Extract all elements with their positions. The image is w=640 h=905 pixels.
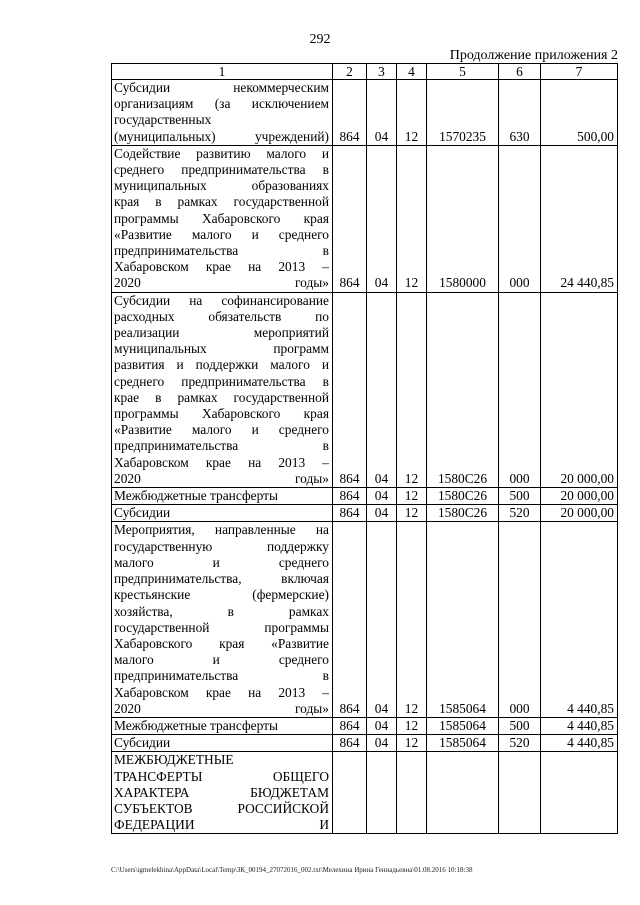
description-line: Субсидии некоммерческим bbox=[114, 80, 329, 95]
description-line: предпринимательства в bbox=[114, 243, 329, 259]
description-line: Содействие развитию малого и bbox=[114, 145, 329, 161]
subsection-code-cell: 12 bbox=[397, 505, 427, 522]
page-number: 292 bbox=[309, 32, 331, 47]
row-description bbox=[112, 717, 333, 734]
section-code-cell: 04 bbox=[367, 145, 397, 292]
subsection-code-cell: 12 bbox=[397, 145, 427, 292]
target-article-cell: 1580С26 bbox=[427, 292, 499, 487]
row-description bbox=[112, 735, 333, 752]
ministry-code-cell: 864 bbox=[333, 522, 367, 717]
subsection-code-cell bbox=[397, 752, 427, 834]
ministry-code-cell: 864 bbox=[333, 292, 367, 487]
section-code-cell bbox=[367, 752, 397, 834]
amount-cell: 4 440,85 bbox=[541, 735, 618, 752]
section-code-cell: 04 bbox=[367, 488, 397, 505]
header-cell: 6 bbox=[499, 64, 541, 80]
description-line: (муниципальных) учреждений) bbox=[114, 128, 329, 144]
ministry-code-cell: 864 bbox=[333, 505, 367, 522]
target-article-cell: 1580С26 bbox=[427, 488, 499, 505]
row-description bbox=[112, 145, 333, 292]
subsection-code-cell: 12 bbox=[397, 80, 427, 146]
description-line: «Развитие малого и среднего bbox=[114, 226, 329, 242]
description-line: государственную поддержку bbox=[114, 538, 329, 554]
description-line: Хабаровском крае на 2013 – bbox=[114, 259, 329, 275]
expense-type-cell bbox=[499, 752, 541, 834]
expense-type-cell: 520 bbox=[499, 735, 541, 752]
subsection-code-cell: 12 bbox=[397, 735, 427, 752]
footer-file-path: C:\Users\igmelekhina\AppData\Local\Temp\ЗК_00194_27072016_002.txt\Мелехина Ирина Геннадьевна\01.08.2016 10:18:38 bbox=[111, 866, 473, 874]
description-line: Межбюджетные трансферты bbox=[114, 717, 278, 733]
description-line: муниципальных образованиях bbox=[114, 178, 329, 194]
target-article-cell bbox=[427, 752, 499, 834]
description-line: реализации мероприятий bbox=[114, 325, 329, 341]
description-line: края в рамках государственной bbox=[114, 194, 329, 210]
amount-cell: 4 440,85 bbox=[541, 717, 618, 734]
description-line: 2020 годы» bbox=[114, 700, 329, 716]
row-description bbox=[112, 292, 333, 487]
expense-type-cell: 000 bbox=[499, 145, 541, 292]
description-line: хозяйства, в рамках bbox=[114, 603, 329, 619]
ministry-code-cell: 864 bbox=[333, 80, 367, 146]
description-line: Хабаровского края «Развитие bbox=[114, 635, 329, 651]
appendix-continuation-label: Продолжение приложения 2 bbox=[449, 48, 618, 63]
section-code-cell: 04 bbox=[367, 735, 397, 752]
header-cell: 2 bbox=[333, 64, 367, 80]
description-line: среднего предпринимательства в bbox=[114, 373, 329, 389]
header-cell: 5 bbox=[427, 64, 499, 80]
section-code-cell: 04 bbox=[367, 80, 397, 146]
section-code-cell: 04 bbox=[367, 522, 397, 717]
expense-type-cell: 000 bbox=[499, 522, 541, 717]
description-line: 2020 годы» bbox=[114, 275, 329, 291]
header-cell: 1 bbox=[112, 64, 333, 80]
table-row bbox=[112, 145, 618, 292]
description-line: МЕЖБЮДЖЕТНЫЕ bbox=[114, 752, 234, 768]
description-line: муниципальных программ bbox=[114, 341, 329, 357]
row-description bbox=[112, 752, 333, 834]
section-code-cell: 04 bbox=[367, 505, 397, 522]
budget-table-body bbox=[112, 64, 618, 834]
table-header-row bbox=[112, 64, 618, 80]
budget-table bbox=[111, 63, 618, 834]
table-row bbox=[112, 752, 618, 834]
description-line: расходных обязательств по bbox=[114, 308, 329, 324]
subsection-code-cell: 12 bbox=[397, 488, 427, 505]
ministry-code-cell: 864 bbox=[333, 488, 367, 505]
description-line: развития и поддержки малого и bbox=[114, 357, 329, 373]
table-row bbox=[112, 735, 618, 752]
description-line: программы Хабаровского края bbox=[114, 210, 329, 226]
description-line: крае в рамках государственной bbox=[114, 389, 329, 405]
section-code-cell: 04 bbox=[367, 292, 397, 487]
target-article-cell: 1585064 bbox=[427, 522, 499, 717]
row-description bbox=[112, 505, 333, 522]
subsection-code-cell: 12 bbox=[397, 292, 427, 487]
amount-cell: 20 000,00 bbox=[541, 292, 618, 487]
table-row bbox=[112, 505, 618, 522]
table-row bbox=[112, 488, 618, 505]
description-line: ТРАНСФЕРТЫ ОБЩЕГО bbox=[114, 768, 329, 784]
description-line: программы Хабаровского края bbox=[114, 406, 329, 422]
description-line: Хабаровском крае на 2013 – bbox=[114, 684, 329, 700]
row-description bbox=[112, 80, 333, 146]
expense-type-cell: 630 bbox=[499, 80, 541, 146]
expense-type-cell: 000 bbox=[499, 292, 541, 487]
ministry-code-cell: 864 bbox=[333, 735, 367, 752]
description-line: малого и среднего bbox=[114, 652, 329, 668]
target-article-cell: 1570235 bbox=[427, 80, 499, 146]
table-row bbox=[112, 80, 618, 146]
description-line: СУБЪЕКТОВ РОССИЙСКОЙ bbox=[114, 800, 329, 816]
description-line: Хабаровском крае на 2013 – bbox=[114, 454, 329, 470]
description-line: малого и среднего bbox=[114, 554, 329, 570]
amount-cell: 4 440,85 bbox=[541, 522, 618, 717]
target-article-cell: 1580С26 bbox=[427, 505, 499, 522]
description-line: Межбюджетные трансферты bbox=[114, 488, 278, 504]
row-description bbox=[112, 488, 333, 505]
ministry-code-cell: 864 bbox=[333, 145, 367, 292]
description-line: ФЕДЕРАЦИИ И bbox=[114, 817, 329, 833]
subsection-code-cell: 12 bbox=[397, 717, 427, 734]
description-line: предпринимательства, включая bbox=[114, 571, 329, 587]
description-line: предпринимательства в bbox=[114, 668, 329, 684]
amount-cell: 20 000,00 bbox=[541, 505, 618, 522]
expense-type-cell: 500 bbox=[499, 488, 541, 505]
ministry-code-cell bbox=[333, 752, 367, 834]
table-row bbox=[112, 292, 618, 487]
description-line: предпринимательства в bbox=[114, 438, 329, 454]
header-cell: 4 bbox=[397, 64, 427, 80]
amount-cell: 500,00 bbox=[541, 80, 618, 146]
target-article-cell: 1585064 bbox=[427, 717, 499, 734]
header-cell: 3 bbox=[367, 64, 397, 80]
description-line: государственных bbox=[114, 112, 212, 128]
ministry-code-cell: 864 bbox=[333, 717, 367, 734]
amount-cell: 20 000,00 bbox=[541, 488, 618, 505]
expense-type-cell: 520 bbox=[499, 505, 541, 522]
description-line: крестьянские (фермерские) bbox=[114, 587, 329, 603]
description-line: организациям (за исключением bbox=[114, 96, 329, 112]
section-code-cell: 04 bbox=[367, 717, 397, 734]
description-line: государственной программы bbox=[114, 619, 329, 635]
amount-cell bbox=[541, 752, 618, 834]
target-article-cell: 1585064 bbox=[427, 735, 499, 752]
target-article-cell: 1580000 bbox=[427, 145, 499, 292]
description-line: ХАРАКТЕРА БЮДЖЕТАМ bbox=[114, 784, 329, 800]
header-cell: 7 bbox=[541, 64, 618, 80]
description-line: Субсидии на софинансирование bbox=[114, 292, 329, 308]
description-line: среднего предпринимательства в bbox=[114, 162, 329, 178]
table-row bbox=[112, 522, 618, 717]
description-line: Субсидии bbox=[114, 735, 171, 751]
amount-cell: 24 440,85 bbox=[541, 145, 618, 292]
description-line: Субсидии bbox=[114, 505, 171, 521]
description-line: 2020 годы» bbox=[114, 470, 329, 486]
subsection-code-cell: 12 bbox=[397, 522, 427, 717]
description-line: «Развитие малого и среднего bbox=[114, 422, 329, 438]
row-description bbox=[112, 522, 333, 717]
table-row bbox=[112, 717, 618, 734]
expense-type-cell: 500 bbox=[499, 717, 541, 734]
description-line: Мероприятия, направленные на bbox=[114, 522, 329, 538]
